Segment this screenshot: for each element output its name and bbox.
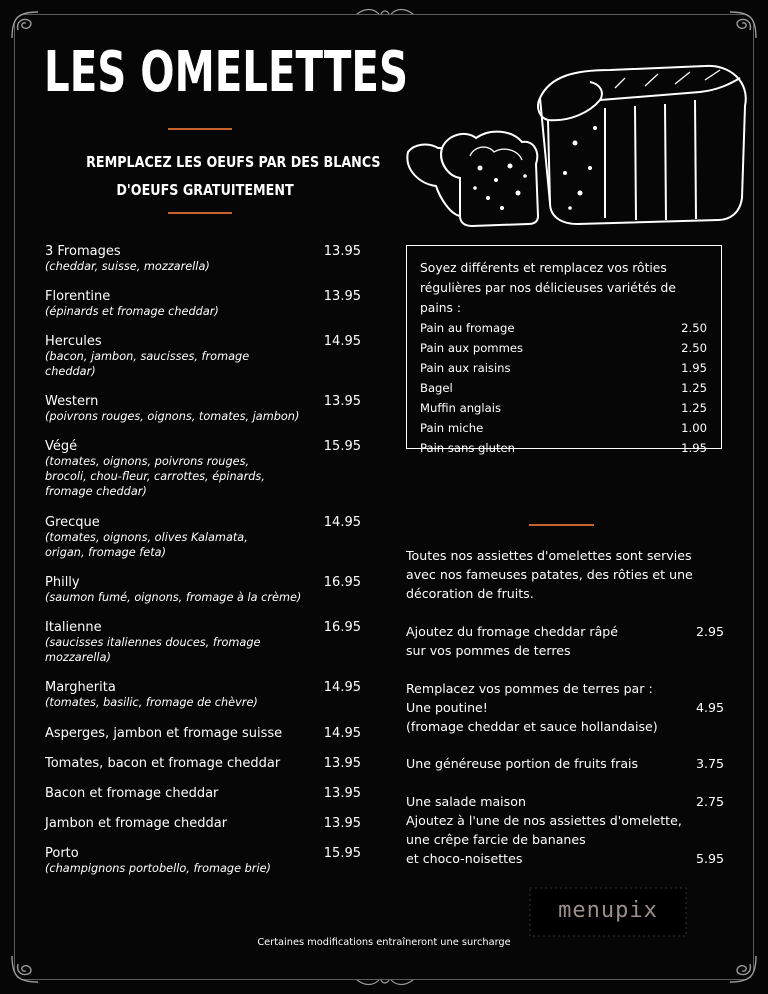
poutine-label: Une poutine! [406, 700, 488, 715]
cheese-price: 2.95 [695, 624, 724, 639]
item-name: Tomates, bacon et fromage cheddar [45, 756, 281, 771]
item-price: 14.95 [323, 334, 361, 349]
list-item [420, 438, 707, 458]
watermark-text: menupix [558, 898, 658, 923]
item-price: 14.95 [323, 680, 361, 695]
item-desc: (tomates, basilic, fromage de chèvre) [45, 696, 258, 709]
crepe-price: 5.95 [695, 851, 724, 866]
item-name: Végé [45, 439, 78, 454]
corner-swirl-icon [8, 952, 42, 986]
item-name: Philly [45, 575, 80, 590]
list-item [420, 358, 707, 378]
poutine-desc: (fromage cheddar et sauce hollandaise) [406, 719, 658, 734]
divider-rule [168, 128, 232, 130]
list-item [45, 394, 361, 424]
bread-name: Bagel [420, 381, 453, 395]
salade-crepe-addon [406, 792, 724, 868]
item-name: Jambon et fromage cheddar [45, 816, 228, 831]
list-item [420, 318, 707, 338]
bread-price: 1.95 [681, 361, 707, 375]
item-price: 13.95 [323, 786, 361, 801]
item-name: Italienne [45, 620, 102, 635]
cheese-addon [406, 622, 724, 660]
item-desc: (épinards et fromage cheddar) [45, 305, 219, 318]
list-item [45, 786, 361, 801]
bread-name: Muffin anglais [420, 401, 501, 415]
bread-varieties-box [406, 245, 722, 455]
bread-price: 1.95 [681, 441, 707, 455]
list-item [45, 846, 361, 876]
served-with-note: Toutes nos assiettes d'omelettes sont servies avec nos fameuses patates, des rôties et une décoration de fruits. [406, 548, 693, 601]
list-item [45, 334, 361, 379]
divider-rule [168, 212, 232, 214]
item-name: Grecque [45, 515, 100, 530]
item-price: 13.95 [323, 244, 361, 259]
list-item [45, 289, 361, 319]
top-swirl-ornament-icon [355, 6, 415, 18]
subtitle [60, 148, 381, 204]
crepe-line-1: Ajoutez à l'une de nos assiettes d'omelette, [406, 813, 682, 828]
list-item [420, 398, 707, 418]
list-item [45, 680, 361, 710]
list-item [45, 439, 361, 499]
item-price: 13.95 [323, 756, 361, 771]
subtitle-line-1: REMPLACEZ LES OEUFS PAR DES BLANCS [86, 153, 381, 171]
bread-price: 2.50 [681, 341, 707, 355]
item-price: 14.95 [323, 726, 361, 741]
crepe-line-2: une crêpe farcie de bananes [406, 832, 586, 847]
cheese-line-1: Ajoutez du fromage cheddar râpé [406, 624, 619, 639]
list-item [45, 816, 361, 831]
corner-swirl-icon [726, 952, 760, 986]
crepe-line-3: et choco-noisettes [406, 851, 523, 866]
list-item [45, 726, 361, 741]
bread-price: 1.00 [681, 421, 707, 435]
list-item [45, 244, 361, 274]
item-desc: (poivrons rouges, oignons, tomates, jambon) [45, 410, 300, 423]
cheese-line-2: sur vos pommes de terres [406, 643, 571, 658]
list-item [420, 418, 707, 438]
item-name: Margherita [45, 680, 116, 695]
item-desc: (bacon, jambon, saucisses, fromage cheddar) [45, 350, 250, 378]
item-price: 15.95 [323, 439, 361, 454]
item-price: 13.95 [323, 816, 361, 831]
item-name: Porto [45, 846, 79, 861]
list-item [420, 378, 707, 398]
list-item [45, 756, 361, 771]
item-price: 16.95 [323, 620, 361, 635]
item-name: Bacon et fromage cheddar [45, 786, 219, 801]
item-name: Western [45, 394, 99, 409]
poutine-price: 4.95 [695, 700, 724, 715]
item-price: 14.95 [323, 515, 361, 530]
replace-label: Remplacez vos pommes de terres par : [406, 681, 653, 696]
salade-price: 2.75 [695, 794, 724, 809]
bread-name: Pain au fromage [420, 321, 515, 335]
item-desc: (saucisses italiennes douces, fromage mozzarella) [45, 636, 261, 664]
bread-price: 2.50 [681, 321, 707, 335]
list-item [45, 515, 361, 560]
item-name: Florentine [45, 289, 111, 304]
item-desc: (champignons portobello, fromage brie) [45, 862, 271, 875]
item-name: Hercules [45, 334, 102, 349]
bread-price: 1.25 [681, 401, 707, 415]
watermark [528, 886, 688, 938]
bottom-swirl-ornament-icon [355, 976, 415, 988]
item-desc: (tomates, oignons, olives Kalamata, origan, fromage feta) [45, 531, 248, 559]
list-item [45, 575, 361, 605]
list-item [45, 620, 361, 665]
bread-intro: Soyez différents et remplacez vos rôties régulières par nos délicieuses variétés de pains : [420, 261, 676, 315]
item-price: 16.95 [323, 575, 361, 590]
bread-name: Pain miche [420, 421, 484, 435]
bread-name: Pain aux pommes [420, 341, 524, 355]
fruits-price: 3.75 [695, 756, 724, 771]
item-desc: (tomates, oignons, poivrons rouges, brocoli, chou-fleur, carrottes, épinards, fromage cheddar) [45, 455, 265, 498]
item-price: 13.95 [323, 394, 361, 409]
item-price: 15.95 [323, 846, 361, 861]
item-name: 3 Fromages [45, 244, 121, 259]
fruits-addon [406, 754, 724, 773]
bread-name: Pain sans gluten [420, 441, 516, 455]
item-price: 13.95 [323, 289, 361, 304]
salade-label: Une salade maison [406, 794, 526, 809]
corner-swirl-icon [726, 8, 760, 42]
bread-loaf-illustration-icon [400, 48, 750, 233]
subtitle-line-2: D'OEUFS GRATUITEMENT [116, 181, 294, 199]
item-desc: (saumon fumé, oignons, fromage à la crème) [45, 591, 302, 604]
item-name: Asperges, jambon et fromage suisse [45, 726, 283, 741]
list-item [420, 338, 707, 358]
potato-replacement [406, 679, 724, 736]
page-title: LES OMELETTES [44, 40, 409, 105]
footer-note: Certaines modifications entraîneront une surcharge [257, 937, 511, 948]
bread-price: 1.25 [681, 381, 707, 395]
fruits-label: Une généreuse portion de fruits frais [406, 756, 639, 771]
item-desc: (cheddar, suisse, mozzarella) [45, 260, 210, 273]
divider-rule [529, 524, 594, 526]
corner-swirl-icon [8, 8, 42, 42]
bread-name: Pain aux raisins [420, 361, 511, 375]
